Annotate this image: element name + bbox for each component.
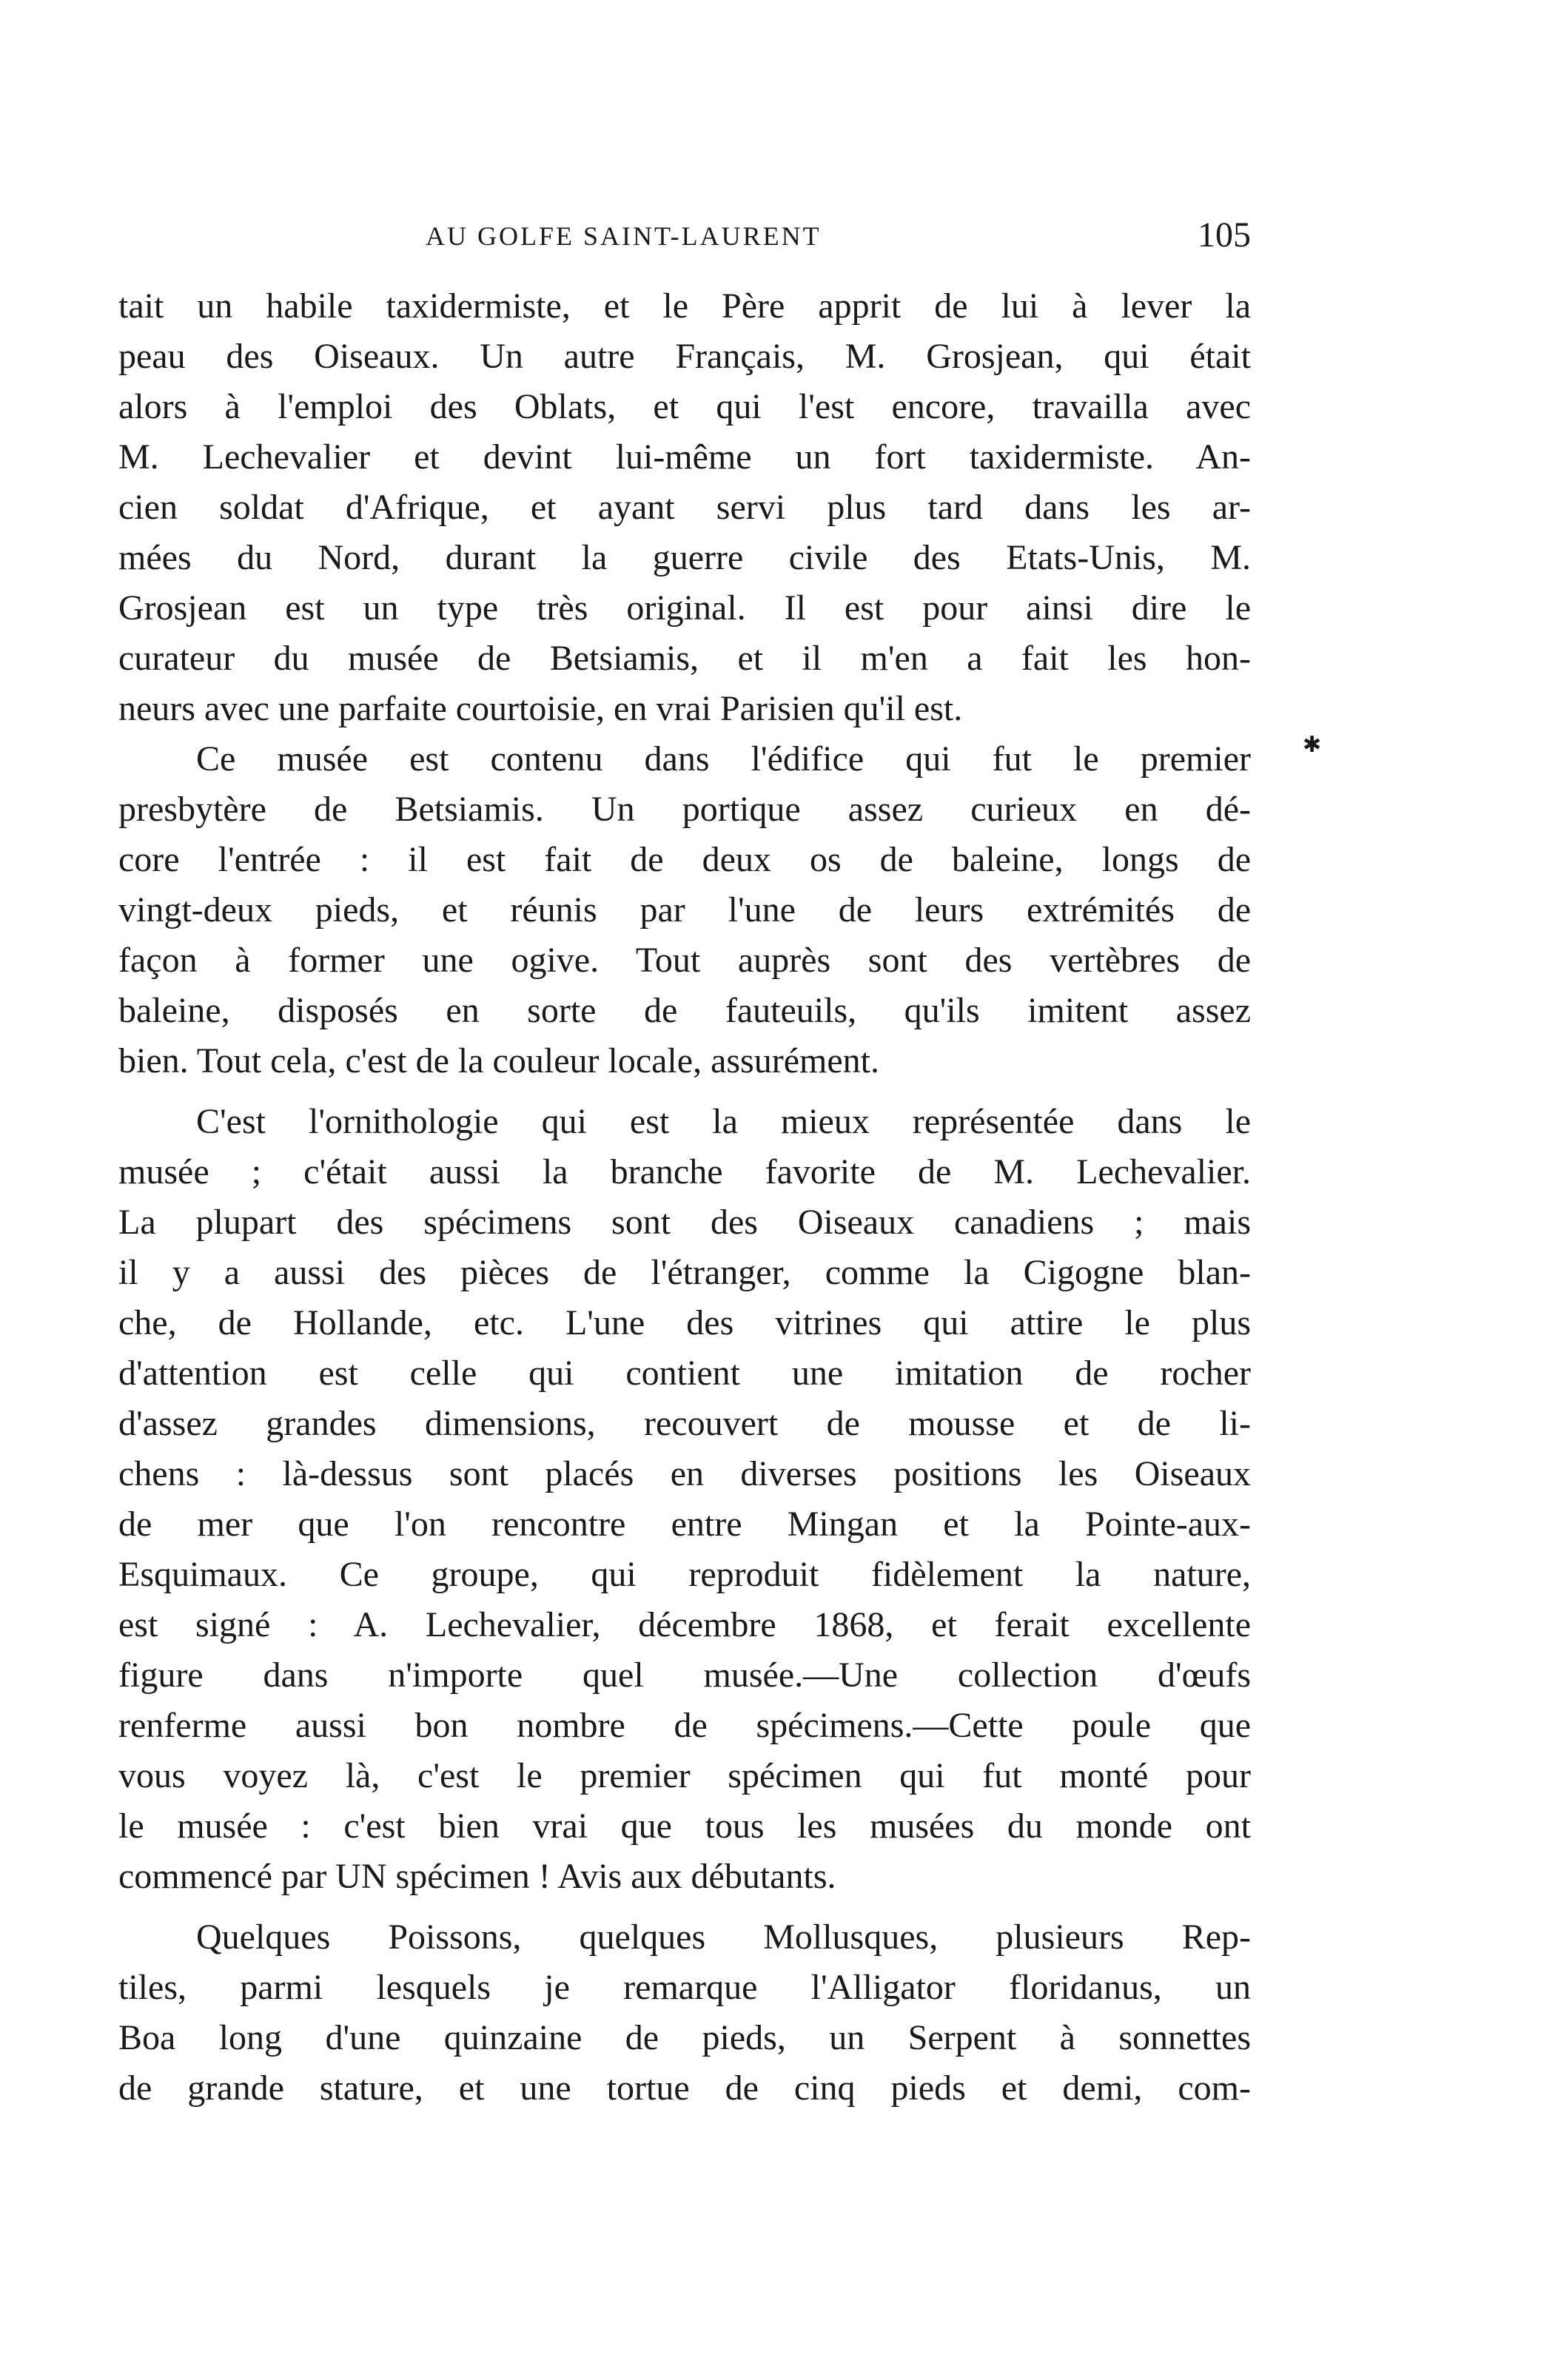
text-line: il y a aussi des pièces de l'étranger, comme la Cigogne blan- <box>118 1253 1251 1292</box>
text-line: bien. Tout cela, c'est de la couleur locale, assurément. <box>118 1041 879 1080</box>
text-line: Esquimaux. Ce groupe, qui reproduit fidèlement la nature, <box>118 1555 1251 1594</box>
text-line: presbytère de Betsiamis. Un portique assez curieux en dé- <box>118 790 1251 829</box>
text-line: baleine, disposés en sorte de fauteuils, qu'ils imitent assez <box>118 991 1251 1030</box>
text-line: musée ; c'était aussi la branche favorite de M. Lechevalier. <box>118 1152 1251 1191</box>
text-line: tiles, parmi lesquels je remarque l'Alligator floridanus, un <box>118 1968 1251 2007</box>
text-line: façon à former une ogive. Tout auprès sont des vertèbres de <box>118 941 1251 980</box>
text-line: chens : là-dessus sont placés en diverses positions les Oiseaux <box>118 1454 1251 1493</box>
text-line: Quelques Poissons, quelques Mollusques, plusieurs Rep- <box>196 1917 1251 1957</box>
text-line: de grande stature, et une tortue de cinq pieds et demi, com- <box>118 2068 1251 2108</box>
text-line: vous voyez là, c'est le premier spécimen qui fut monté pour <box>118 1756 1251 1795</box>
text-line: M. Lechevalier et devint lui-même un fort taxidermiste. An- <box>118 437 1251 477</box>
text-line: de mer que l'on rencontre entre Mingan et la Pointe-aux- <box>118 1505 1251 1544</box>
text-line: Boa long d'une quinzaine de pieds, un Serpent à sonnettes <box>118 2018 1251 2057</box>
text-line: d'assez grandes dimensions, recouvert de mousse et de li- <box>118 1404 1251 1443</box>
text-line: vingt-deux pieds, et réunis par l'une de leurs extrémités de <box>118 890 1251 930</box>
text-line: renferme aussi bon nombre de spécimens.—Cette poule que <box>118 1706 1251 1745</box>
text-line: Grosjean est un type très original. Il est pour ainsi dire le <box>118 588 1251 628</box>
text-line: curateur du musée de Betsiamis, et il m'en a fait les hon- <box>118 639 1251 678</box>
text-line: che, de Hollande, etc. L'une des vitrines qui attire le plus <box>118 1303 1251 1342</box>
margin-asterisk-mark: ✱ <box>1303 733 1322 757</box>
running-head <box>118 215 1251 259</box>
text-line: La plupart des spécimens sont des Oiseaux canadiens ; mais <box>118 1203 1251 1242</box>
text-line: figure dans n'importe quel musée.—Une collection d'œufs <box>118 1655 1251 1695</box>
paragraph-3 <box>118 1097 1251 1902</box>
text-line: tait un habile taxidermiste, et le Père apprit de lui à lever la <box>118 286 1251 326</box>
text-line: d'attention est celle qui contient une imitation de rocher <box>118 1354 1251 1393</box>
text-line: commencé par UN spécimen ! Avis aux débutants. <box>118 1857 836 1896</box>
text-line: mées du Nord, durant la guerre civile des Etats-Unis, M. <box>118 538 1251 577</box>
text-line: C'est l'ornithologie qui est la mieux représentée dans le <box>196 1102 1251 1141</box>
page-number: 105 <box>1198 215 1251 255</box>
text-line: core l'entrée : il est fait de deux os de baleine, longs de <box>118 840 1251 879</box>
text-line: le musée : c'est bien vrai que tous les musées du monde ont <box>118 1806 1251 1846</box>
text-line: Ce musée est contenu dans l'édifice qui fut le premier <box>196 739 1251 779</box>
text-line: est signé : A. Lechevalier, décembre 1868, et ferait excellente <box>118 1605 1251 1644</box>
text-line: alors à l'emploi des Oblats, et qui l'est encore, travailla avec <box>118 387 1251 426</box>
text-line: neurs avec une parfaite courtoisie, en vrai Parisien qu'il est. <box>118 689 963 728</box>
paragraph-1 <box>118 281 1251 734</box>
running-title: AU GOLFE SAINT-LAURENT <box>426 221 822 251</box>
body-text <box>118 281 1251 2114</box>
paragraph-2 <box>118 734 1251 1086</box>
text-line: peau des Oiseaux. Un autre Français, M. Grosjean, qui était <box>118 337 1251 376</box>
paragraph-4 <box>118 1912 1251 2114</box>
text-line: cien soldat d'Afrique, et ayant servi plus tard dans les ar- <box>118 488 1251 527</box>
